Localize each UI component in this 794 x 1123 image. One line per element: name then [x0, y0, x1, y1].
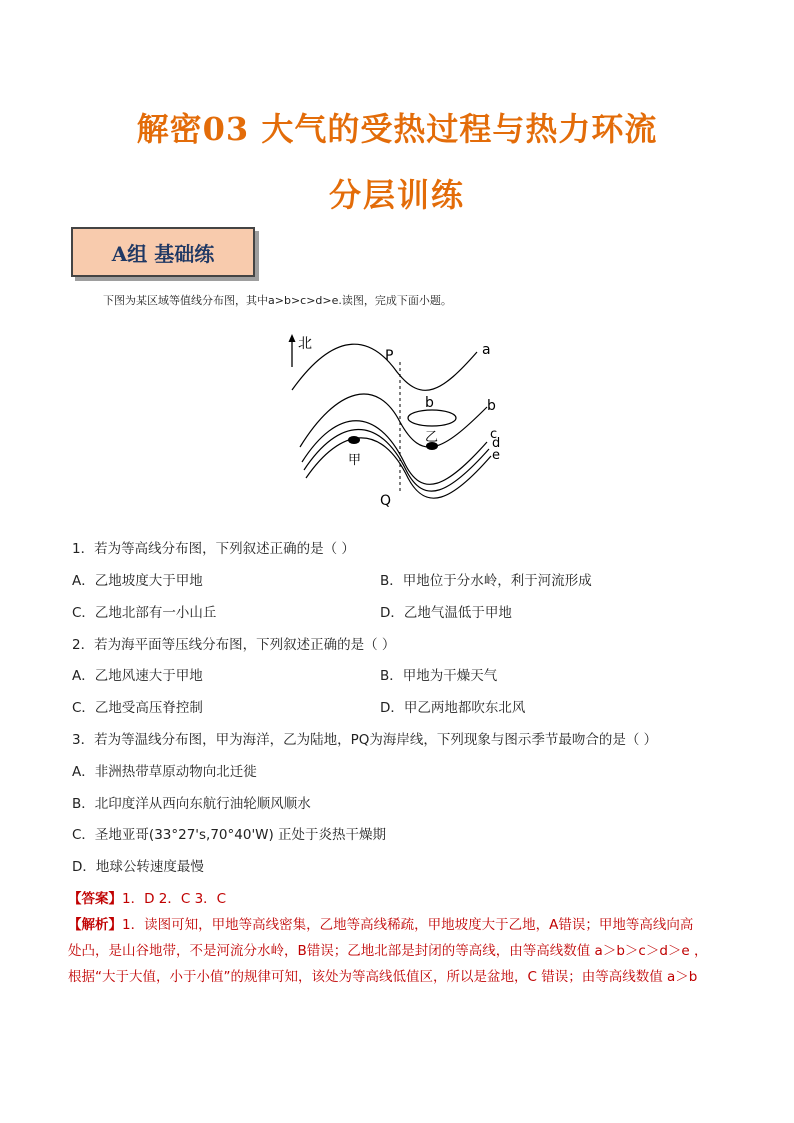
question-3-option-c: C．圣地亚哥(33°27's,70°40'W) 正处于炎热干燥期	[72, 827, 387, 843]
question-2-option-b: B．甲地为干燥天气	[380, 668, 498, 684]
answer-label: 【答案】	[68, 891, 122, 907]
contour-line-c	[302, 421, 487, 485]
question-3-option-b: B．北印度洋从西向东航行油轮顺风顺水	[72, 796, 311, 812]
page-title: 解密03 大气的受热过程与热力环流	[136, 110, 658, 148]
contour-line-d	[304, 429, 489, 491]
question-2-option-d: D．甲乙两地都吹东北风	[380, 700, 526, 716]
question-intro: 下图为某区域等值线分布图，其中a>b>c>d>e.读图，完成下面小题。	[103, 294, 452, 307]
north-arrow-head	[289, 334, 296, 342]
label-c: c	[490, 427, 498, 442]
contour-line-b	[300, 394, 487, 447]
label-d: d	[492, 436, 501, 451]
answer-text: 1．D 2．C 3．C	[122, 891, 227, 907]
question-1-option-b: B．甲地位于分水岭，利于河流形成	[380, 573, 592, 589]
contour-map-svg	[282, 332, 512, 512]
question-3-stem: 3．若为等温线分布图，甲为海洋，乙为陆地，PQ为海岸线，下列现象与图示季节最吻合的是（ ）	[72, 732, 658, 748]
question-1-option-a: A．乙地坡度大于甲地	[72, 573, 203, 589]
label-e: e	[492, 448, 500, 463]
question-3-option-d: D．地球公转速度最慢	[72, 859, 204, 875]
label-a: a	[482, 342, 491, 358]
section-header-box	[71, 227, 255, 277]
label-p: P	[385, 348, 394, 364]
contour-figure	[282, 332, 512, 512]
analysis-label: 【解析】	[68, 917, 122, 933]
label-q: Q	[380, 493, 392, 509]
analysis-line-1	[68, 912, 718, 938]
analysis-line-3: 根据“大于大值，小于小值”的规律可知，该处为等高线低值区，所以是盆地，C 错误；由等高线数值 a＞b	[68, 969, 698, 985]
label-yi: 乙	[425, 430, 439, 445]
label-jia: 甲	[348, 453, 362, 468]
north-label: 北	[298, 336, 312, 352]
section-header-label: A组 基础练	[111, 241, 215, 266]
question-1-option-c: C．乙地北部有一小山丘	[72, 605, 217, 621]
contour-line-e	[306, 438, 491, 498]
question-2-option-c: C．乙地受高压脊控制	[72, 700, 203, 716]
analysis-block	[68, 912, 718, 990]
jia-point	[348, 436, 360, 444]
closed-contour	[408, 410, 456, 426]
question-2-option-a: A．乙地风速大于甲地	[72, 668, 203, 684]
label-b: b	[487, 398, 496, 414]
label-b-inner: b	[425, 395, 434, 411]
question-3-option-a: A．非洲热带草原动物向北迁徙	[72, 764, 257, 780]
analysis-text-1: 1．读图可知，甲地等高线密集，乙地等高线稀疏，甲地坡度大于乙地，A错误；甲地等高线向高	[122, 917, 694, 933]
analysis-line-2: 处凸，是山谷地带，不是河流分水岭，B错误；乙地北部是封闭的等高线，由等高线数值 a＞b＞c＞d＞e ，	[68, 943, 708, 959]
page-subtitle: 分层训练	[328, 176, 465, 214]
question-1-stem: 1．若为等高线分布图，下列叙述正确的是（ ）	[72, 541, 355, 557]
answer-line	[68, 887, 226, 907]
question-1-option-d: D．乙地气温低于甲地	[380, 605, 512, 621]
question-2-stem: 2．若为海平面等压线分布图，下列叙述正确的是（ ）	[72, 637, 396, 653]
